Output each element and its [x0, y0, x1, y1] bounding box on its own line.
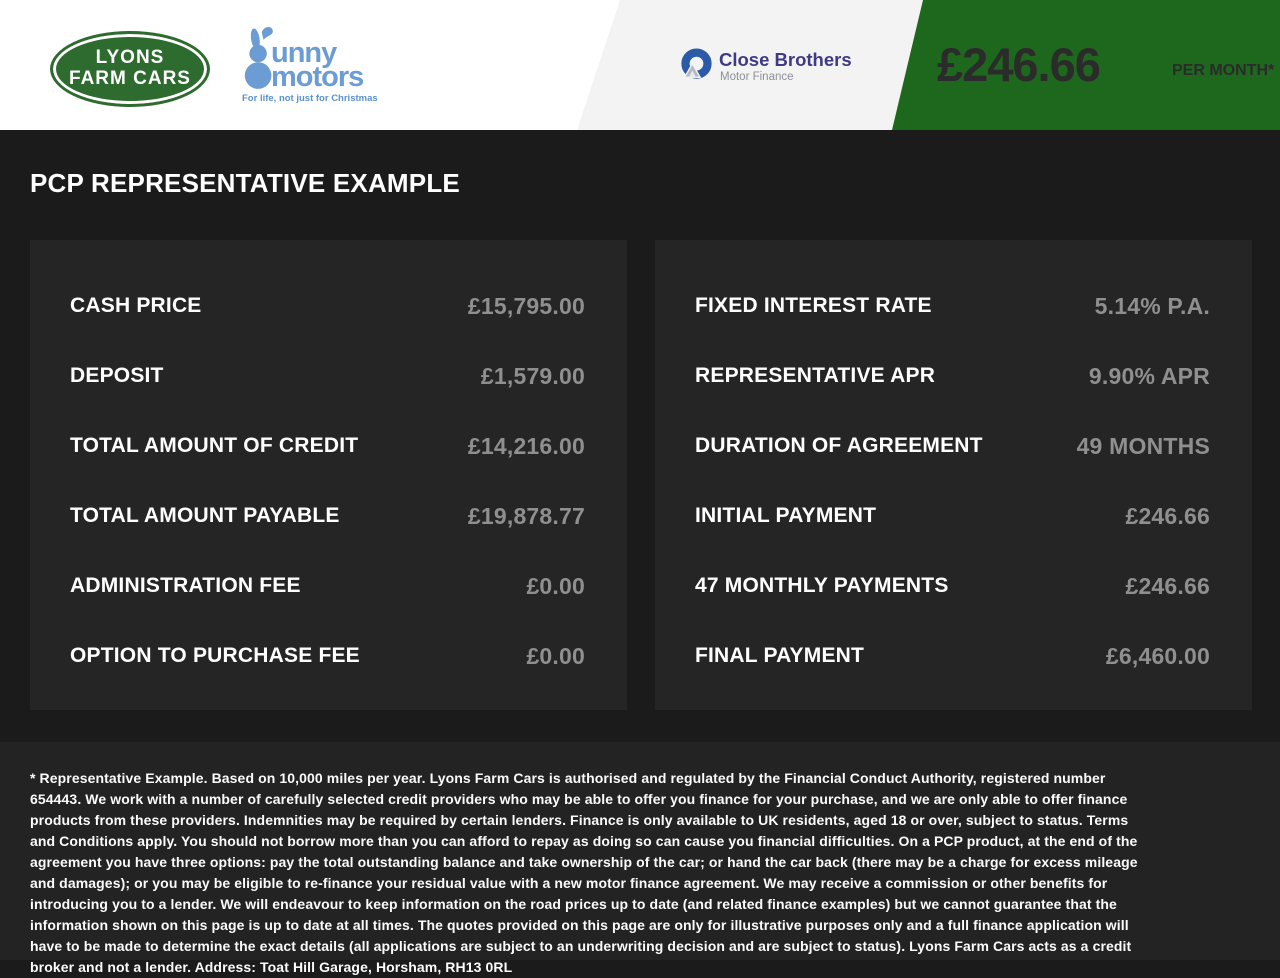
page-title: PCP REPRESENTATIVE EXAMPLE [30, 168, 460, 198]
finance-row-duration [695, 411, 1210, 481]
finance-row-initial-payment [695, 481, 1210, 551]
lyons-logo-line1: LYONS [95, 47, 165, 69]
row-value: 5.14% P.A. [1094, 292, 1210, 319]
row-value: £14,216.00 [467, 432, 585, 459]
finance-row-cash-price [70, 271, 585, 341]
row-value: £19,878.77 [467, 502, 585, 529]
monthly-price: £246.66 [937, 38, 1100, 91]
footer-band [0, 742, 1280, 975]
finance-row-interest-rate [695, 271, 1210, 341]
finance-row-deposit [70, 341, 585, 411]
row-label: FIXED INTEREST RATE [695, 294, 932, 317]
lyons-logo-line2: FARM CARS [69, 68, 191, 89]
row-label: REPRESENTATIVE APR [695, 364, 936, 387]
row-value: 9.90% APR [1088, 362, 1210, 389]
row-value: £0.00 [526, 572, 585, 599]
finance-row-monthly-payments [695, 551, 1210, 621]
finance-row-total-payable [70, 481, 585, 551]
row-label: OPTION TO PURCHASE FEE [70, 644, 360, 667]
row-value: £246.66 [1125, 572, 1210, 599]
monthly-price-period: PER MONTH* [1172, 62, 1275, 79]
close-brothers-icon [680, 48, 713, 81]
finance-row-final-payment [695, 621, 1210, 691]
row-label: ADMINISTRATION FEE [70, 574, 301, 597]
finance-panel-right [655, 240, 1252, 710]
disclaimer-text: * Representative Example. Based on 10,000 miles per year. Lyons Farm Cars is authorised and regulated by the Financial Conduct Authority, registered number 654443. We work with a number of carefully selected credit providers who may be able to offer you finance for your purchase, and we are only able to offer finance products from these providers. Indemnities may be required by certain lenders. Finance is only available to UK residents, aged 18 or over, subject to status. Terms and Conditions apply. You should not borrow more than you can afford to repay as doing so can cause you financial difficulties. On a PCP product, at the end of the agreement you have three options: pay the total outstanding balance and take ownership of the car; or hand the car back (there may be a charge for excess mileage and damages); or you may be eligible to re-finance your residual value with a new motor finance agreement. We may receive a commission or other benefits for introducing you to a lender. We will endeavour to keep information on the road prices up to date (and related finance examples) but we cannot guarantee that the information shown on this page is up to date at all times. The quotes provided on this page are only for illustrative purposes only and a full finance application will have to be made to determine the exact details (all applications are subject to an underwriting decision and are subject to status). Lyons Farm Cars acts as a credit broker and not a lender. Address: Toat Hill Garage, Horsham, RH13 0RL [30, 770, 1138, 975]
lyons-farm-cars-logo [50, 31, 210, 107]
row-value: £246.66 [1125, 502, 1210, 529]
row-label: INITIAL PAYMENT [695, 504, 877, 527]
row-label: CASH PRICE [70, 294, 202, 317]
row-label: DURATION OF AGREEMENT [695, 434, 983, 457]
finance-row-admin-fee [70, 551, 585, 621]
bunny-logo-word2: motors [271, 61, 364, 93]
bunny-motors-logo [240, 24, 390, 106]
row-value: £15,795.00 [467, 292, 585, 319]
row-value: 49 MONTHS [1076, 432, 1210, 459]
row-label: FINAL PAYMENT [695, 644, 865, 667]
row-label: 47 MONTHLY PAYMENTS [695, 574, 949, 597]
close-brothers-name: Close Brothers [719, 49, 852, 70]
row-value: £1,579.00 [480, 362, 585, 389]
row-label: TOTAL AMOUNT PAYABLE [70, 504, 340, 527]
close-brothers-subtitle: Motor Finance [720, 71, 794, 83]
row-value: £6,460.00 [1105, 642, 1210, 669]
row-label: TOTAL AMOUNT OF CREDIT [70, 434, 359, 457]
bunny-logo-word1: unny [271, 37, 337, 69]
row-label: DEPOSIT [70, 364, 164, 387]
finance-row-option-fee [70, 621, 585, 691]
finance-row-apr [695, 341, 1210, 411]
bunny-logo-tagline: For life, not just for Christmas [242, 93, 378, 104]
finance-row-total-credit [70, 411, 585, 481]
finance-panel-left [30, 240, 627, 710]
header-banner [0, 0, 1280, 130]
row-value: £0.00 [526, 642, 585, 669]
